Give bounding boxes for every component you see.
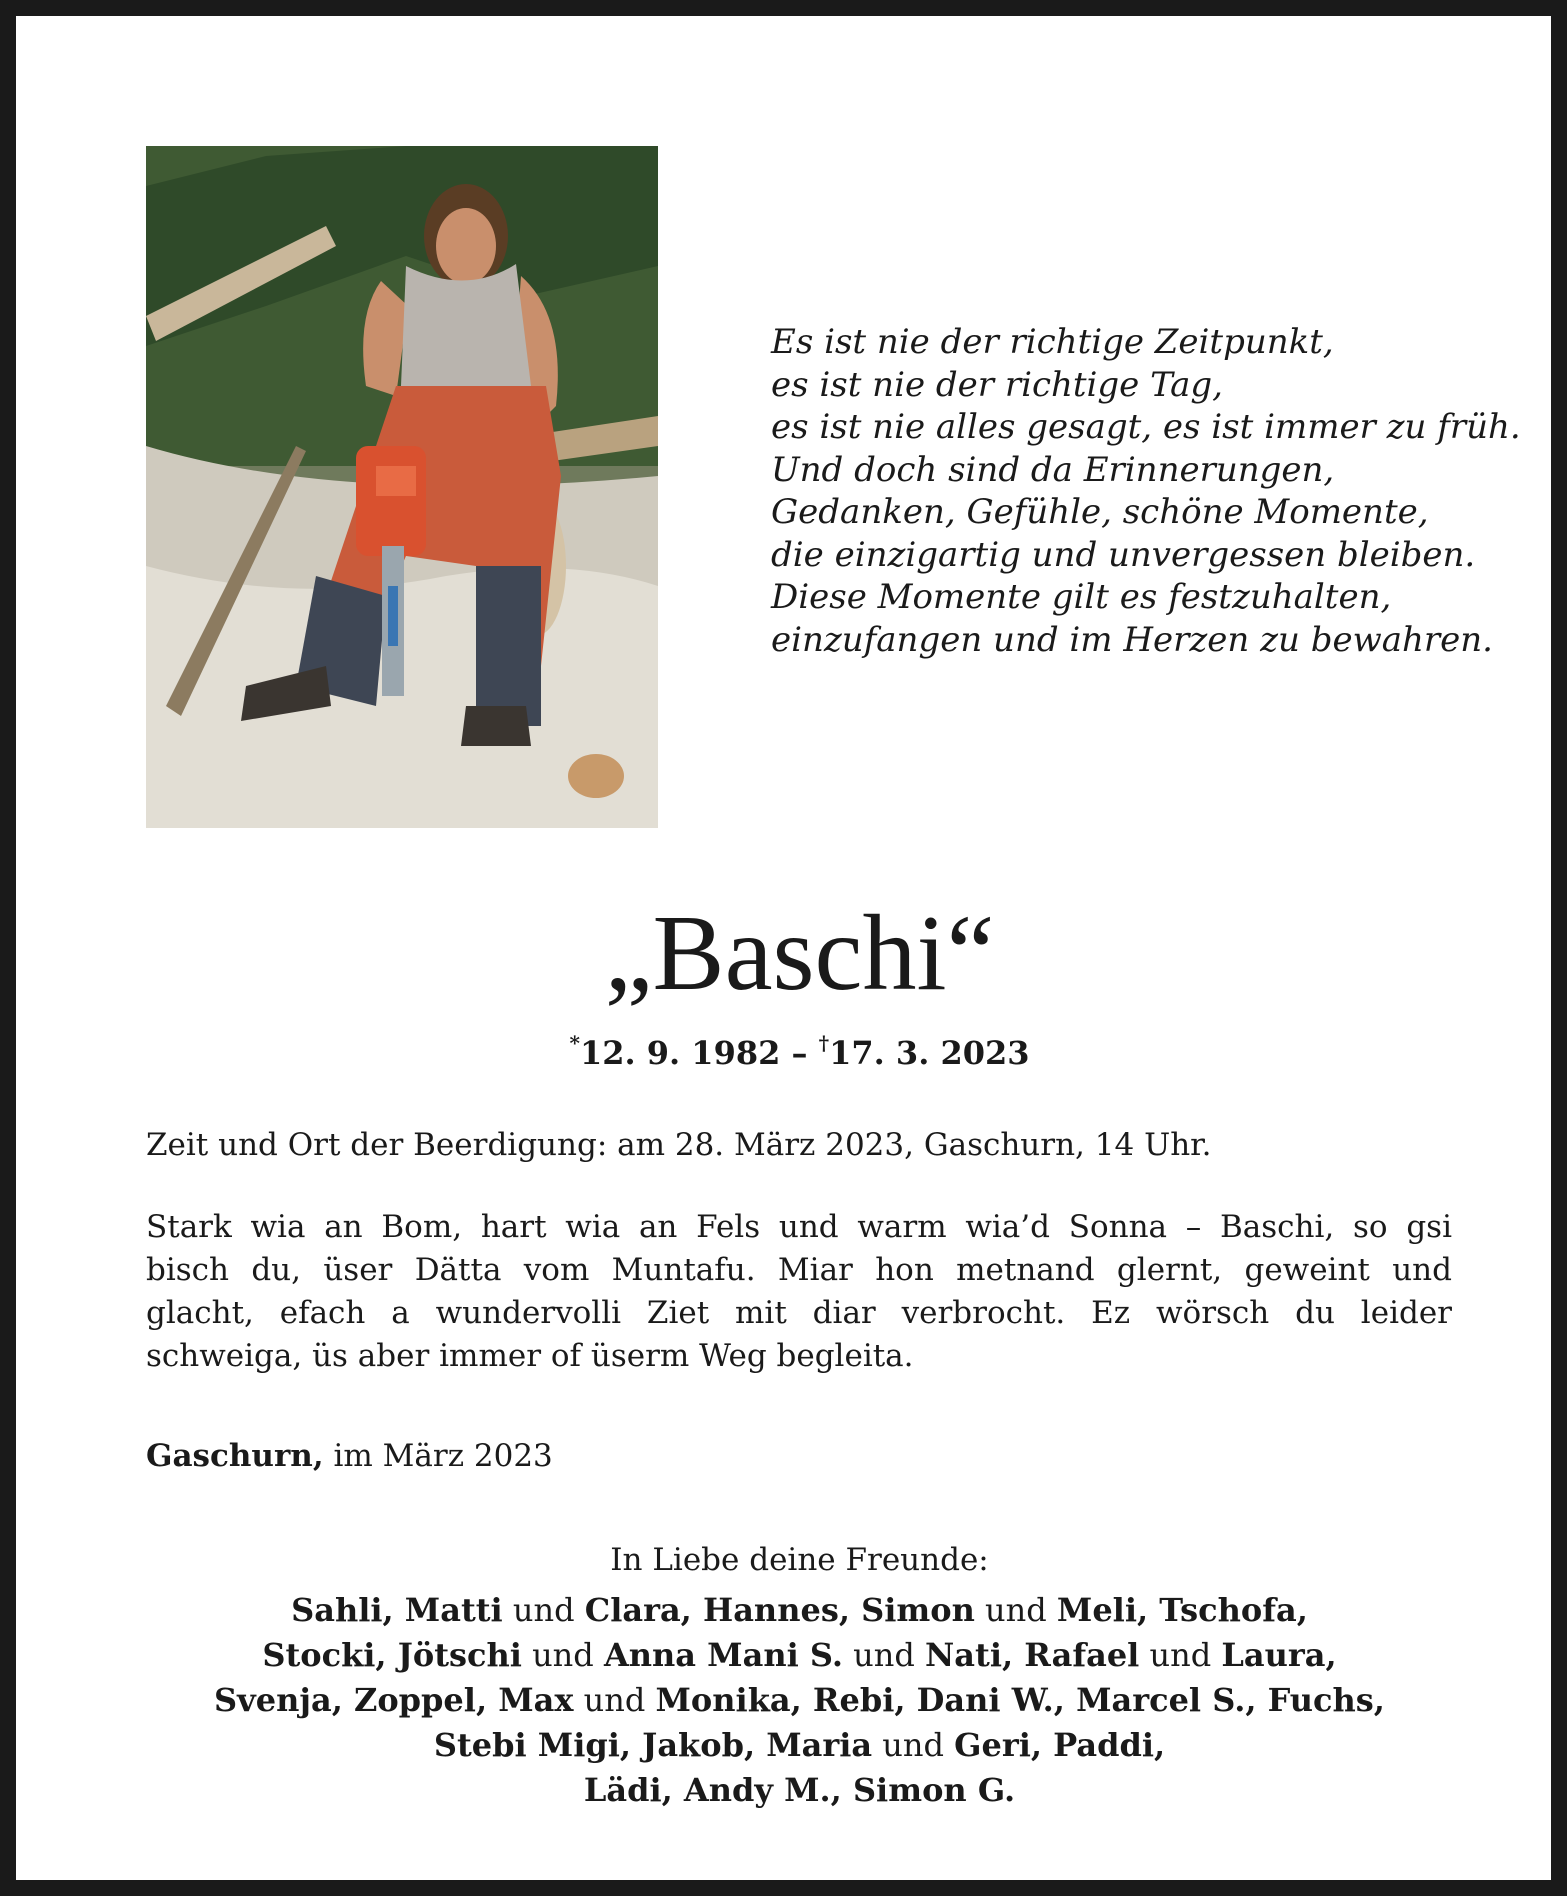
- conjunction: und: [872, 1726, 955, 1764]
- friends-line: [16, 1768, 1567, 1813]
- friend-names: Monika, Rebi, Dani W., Marcel S., Fuchs,: [655, 1681, 1385, 1719]
- friend-names: Laura,: [1221, 1636, 1337, 1674]
- friend-names: Sahli, Matti: [291, 1591, 503, 1629]
- conjunction: und: [843, 1636, 926, 1674]
- chainsaw: [356, 446, 426, 556]
- poem-line: Diese Momente gilt es festzuhalten,: [771, 577, 1392, 617]
- place-town: Gaschurn,: [146, 1438, 324, 1474]
- friend-names: Stebi Migi, Jakob, Maria: [433, 1726, 873, 1764]
- poem-line: Gedanken, Gefühle, schöne Momente,: [771, 492, 1429, 532]
- death-date: 17. 3. 2023: [829, 1034, 1030, 1072]
- friend-names: Geri, Paddi,: [954, 1726, 1166, 1764]
- dialect-message: [146, 1206, 1452, 1378]
- friend-names: Svenja, Zoppel, Max: [214, 1681, 574, 1719]
- friends-intro: In Liebe deine Freunde:: [610, 1542, 989, 1578]
- death-symbol: †: [818, 1031, 830, 1055]
- deceased-name: „Baschi“: [604, 894, 995, 1013]
- portrait-photo: [146, 146, 658, 828]
- place-date: [146, 1434, 553, 1478]
- friends-line: [16, 1588, 1567, 1633]
- poem-line: einzufangen und im Herzen zu bewahren.: [771, 619, 1493, 660]
- friend-names: Clara, Hannes, Simon: [584, 1591, 975, 1629]
- poem: [771, 321, 1521, 661]
- conjunction: und: [1139, 1636, 1222, 1674]
- friend-names: Stocki, Jötschi: [262, 1636, 522, 1674]
- poem-line: die einzigartig und unvergessen bleiben.: [771, 534, 1476, 575]
- friend-names: Anna Mani S.: [603, 1636, 843, 1674]
- friends-line: [16, 1633, 1567, 1678]
- friends-list: [16, 1588, 1567, 1813]
- message-line: schweiga, üs aber immer of üserm Weg begleita.: [146, 1338, 914, 1374]
- poem-line: es ist nie der richtige Tag,: [771, 364, 1223, 405]
- message-line: glacht, efach a wundervolli Ziet mit diar verbrocht. Ez wörsch du leider: [146, 1295, 1452, 1331]
- poem-line: Und doch sind da Erinnerungen,: [771, 449, 1335, 490]
- date-separator: –: [780, 1034, 819, 1072]
- friends-line: [16, 1723, 1567, 1768]
- message-line: bisch du, üser Dätta vom Muntafu. Miar hon metnand glernt, geweint und: [146, 1252, 1452, 1288]
- tank-top: [401, 264, 531, 396]
- conjunction: und: [573, 1681, 656, 1719]
- birth-symbol: *: [569, 1031, 580, 1055]
- friend-names: Meli, Tschofa,: [1056, 1591, 1308, 1629]
- conjunction: und: [974, 1591, 1057, 1629]
- poem-line: es ist nie alles gesagt, es ist immer zu früh.: [771, 407, 1521, 447]
- conjunction: und: [502, 1591, 585, 1629]
- conjunction: und: [521, 1636, 604, 1674]
- poem-line: Es ist nie der richtige Zeitpunkt,: [771, 322, 1334, 362]
- log-end: [568, 754, 624, 798]
- friend-names: Nati, Rafael: [925, 1636, 1140, 1674]
- place-date-text: im März 2023: [323, 1438, 553, 1474]
- life-dates: [16, 1019, 1567, 1077]
- friends-line: [16, 1678, 1567, 1723]
- funeral-details: Zeit und Ort der Beerdigung: am 28. März 2023, Gaschurn, 14 Uhr.: [146, 1127, 1212, 1163]
- friend-names: Lädi, Andy M., Simon G.: [583, 1771, 1016, 1809]
- message-line: Stark wia an Bom, hart wia an Fels und warm wia’d Sonna – Baschi, so gsi: [146, 1209, 1452, 1245]
- face: [436, 208, 496, 284]
- birth-date: 12. 9. 1982: [579, 1034, 781, 1072]
